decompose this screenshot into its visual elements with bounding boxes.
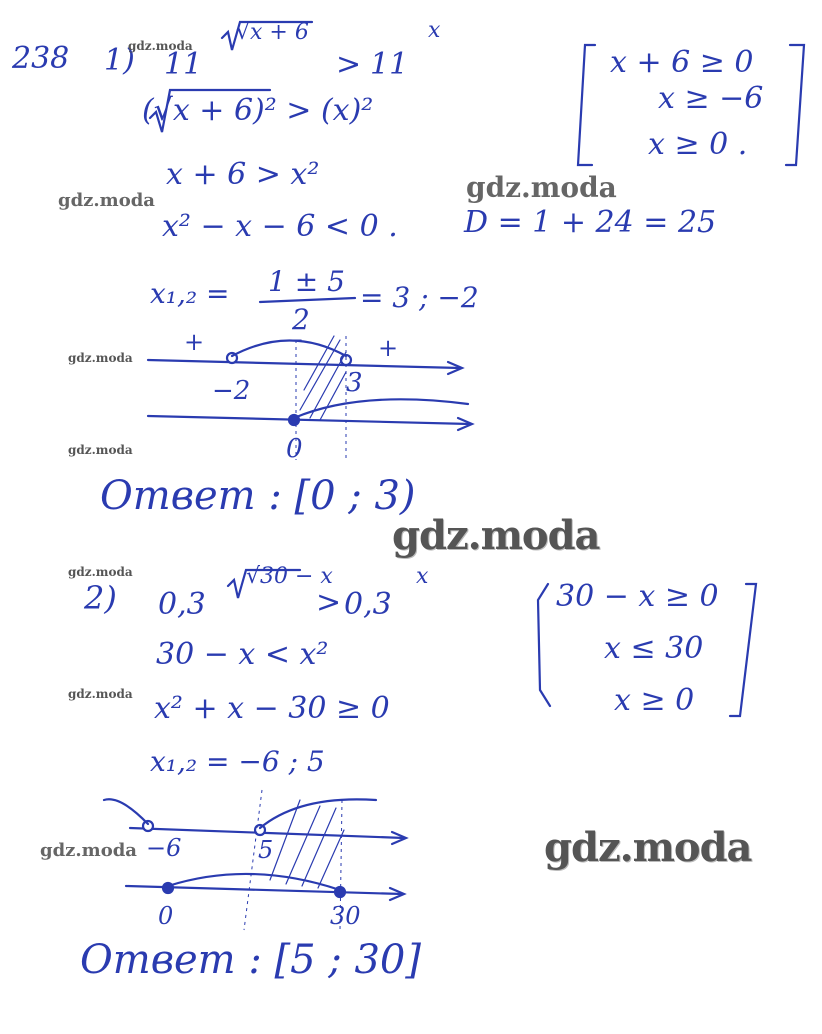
watermark-large-2: gdz.moda xyxy=(544,824,752,871)
part1-sign-mid: − xyxy=(284,326,305,354)
system-bracket-left-2 xyxy=(538,584,550,706)
part1-roots-rhs: = 3 ; −2 xyxy=(360,281,479,314)
part2-system-2: x ≤ 30 xyxy=(604,631,704,666)
part2-label: 2) xyxy=(84,579,117,617)
part1-base-right: 11 xyxy=(370,47,409,82)
watermark-tiny-top: gdz.moda xyxy=(128,39,193,53)
part1-roots-denominator: 2 xyxy=(292,303,310,336)
arc-2a-left xyxy=(104,799,148,824)
part1-discriminant: D = 1 + 24 = 25 xyxy=(464,205,717,240)
system-bracket-right-2 xyxy=(730,584,756,716)
arc-2a-right xyxy=(260,799,376,828)
part2-exp-left: √30 − x xyxy=(246,564,333,589)
part2-system-1: 30 − x ≥ 0 xyxy=(556,579,719,614)
part2-exp-right: x xyxy=(416,564,429,589)
part2-system-3: x ≥ 0 xyxy=(614,683,695,718)
arc-1b xyxy=(294,399,468,418)
part1-system-3: x ≥ 0 . xyxy=(648,127,748,162)
part2-step-linear: 30 − x < x² xyxy=(156,637,329,672)
part1-sign-left: + xyxy=(184,328,205,356)
part2-answer: Ответ : [5 ; 30] xyxy=(80,937,421,983)
part2-axis-label-5: 5 xyxy=(258,836,274,864)
part1-label: 1) xyxy=(104,43,135,78)
watermark-small-2: gdz.moda xyxy=(40,840,137,861)
part1-roots-lhs: x₁,₂ = xyxy=(150,277,230,310)
part1-step-square: (√x + 6)² > (x)² xyxy=(142,93,374,128)
part2-axis-label-30: 30 xyxy=(330,902,361,930)
part1-system-2: x ≥ −6 xyxy=(658,81,764,116)
part1-system-1: x + 6 ≥ 0 xyxy=(610,45,754,80)
part1-answer: Ответ : [0 ; 3) xyxy=(100,473,416,519)
fraction-bar xyxy=(260,298,355,302)
part1-exp-left: √x + 6 xyxy=(236,20,309,45)
part2-roots: x₁,₂ = −6 ; 5 xyxy=(150,745,325,778)
watermark-tiny-5: gdz.moda xyxy=(68,687,133,701)
part1-axis-label-0: 0 xyxy=(286,434,303,464)
number-axis-1a xyxy=(148,360,460,368)
part2-axis-label-0: 0 xyxy=(158,902,174,930)
problem-number: 238 xyxy=(12,41,70,76)
part1-axis-label-minus2: −2 xyxy=(212,376,251,406)
part1-rel: > xyxy=(336,47,362,82)
hatching-2 xyxy=(270,800,344,888)
part1-step-linear: x + 6 > x² xyxy=(166,157,320,192)
part1-base-left: 11 xyxy=(164,47,203,82)
part1-sign-right: + xyxy=(378,334,399,362)
part1-axis-label-3: 3 xyxy=(346,368,363,398)
part2-rel: > xyxy=(316,585,342,620)
watermark-large-1: gdz.moda xyxy=(392,512,600,559)
part1-exp-right: x xyxy=(428,18,441,43)
watermark-tiny-4: gdz.moda xyxy=(68,565,133,579)
part1-roots-numerator: 1 ± 5 xyxy=(268,265,345,298)
part2-step-quad: x² + x − 30 ≥ 0 xyxy=(154,691,390,726)
watermark-tiny-2: gdz.moda xyxy=(68,351,133,365)
number-axis-1b xyxy=(148,416,470,424)
system-bracket-right-1 xyxy=(786,45,804,165)
part2-axis-label-minus6: −6 xyxy=(146,834,182,862)
system-bracket-left-1 xyxy=(578,45,595,165)
part2-base-left: 0,3 xyxy=(158,587,206,622)
part1-step-quad: x² − x − 6 < 0 . xyxy=(162,209,398,244)
watermark-small-1: gdz.moda xyxy=(58,190,155,211)
watermark-tiny-3: gdz.moda xyxy=(68,443,133,457)
watermark-medium-1: gdz.moda xyxy=(466,171,617,204)
part2-base-right: 0,3 xyxy=(344,587,392,622)
